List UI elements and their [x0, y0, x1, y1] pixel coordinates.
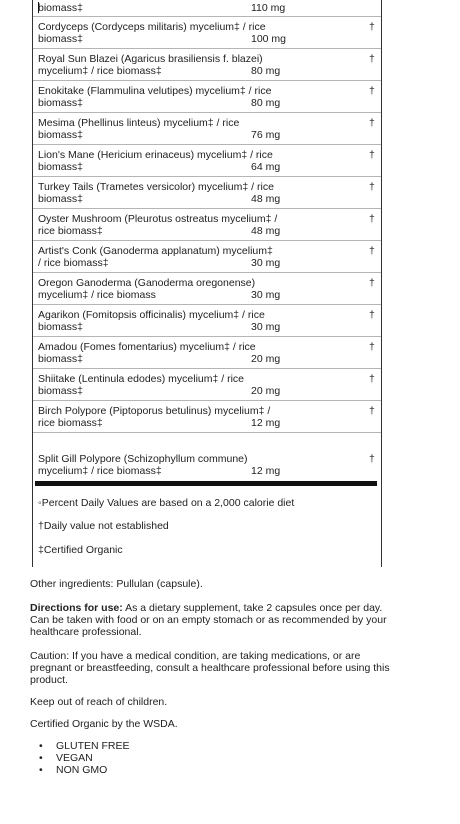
directions-for-use — [30, 602, 390, 638]
list-item: • GLUTEN FREE — [30, 740, 130, 752]
ingredient-amount: 30 mg — [251, 321, 281, 333]
ingredient-amount: 80 mg — [251, 65, 281, 77]
daily-value-mark: † — [369, 53, 375, 65]
footnote-daily-values: ◦Percent Daily Values are based on a 2,000 calorie diet — [38, 497, 295, 509]
table-row — [33, 241, 381, 273]
daily-value-mark: † — [369, 181, 375, 193]
table-row — [33, 49, 381, 81]
table-row — [33, 369, 381, 401]
table-row — [33, 273, 381, 305]
ingredient-name: Royal Sun Blazei (Agaricus brasiliensis f. blazei) mycelium‡ / rice biomass‡ — [38, 53, 263, 77]
daily-value-mark: † — [369, 117, 375, 129]
ingredient-name: Oyster Mushroom (Pleurotus ostreatus mycelium‡ / rice biomass‡ — [38, 213, 278, 237]
caution-text: Caution: If you have a medical condition, are taking medications, or are pregnant or breastfeeding, consult a healthcare professional before using this product. — [30, 650, 390, 686]
daily-value-mark: † — [369, 85, 375, 97]
daily-value-mark: † — [369, 373, 375, 385]
ingredient-amount: 20 mg — [251, 385, 281, 397]
daily-value-mark: † — [369, 453, 375, 465]
ingredient-name: Amadou (Fomes fomentarius) mycelium‡ / rice biomass‡ — [38, 341, 256, 365]
list-item: • VEGAN — [30, 752, 130, 764]
ingredient-name: Lion's Mane (Hericium erinaceus) mycelium‡ / rice biomass‡ — [38, 149, 273, 173]
ingredient-name: Oregon Ganoderma (Ganoderma oregonense) mycelium‡ / rice biomass — [38, 277, 256, 301]
daily-value-mark: † — [369, 213, 375, 225]
table-row — [33, 113, 381, 145]
certified-text: Certified Organic by the WSDA. — [30, 718, 178, 730]
table-row — [33, 305, 381, 337]
directions-label: Directions for use: — [30, 602, 123, 614]
daily-value-mark: † — [369, 245, 375, 257]
daily-value-mark: † — [369, 21, 375, 33]
supplement-facts-panel — [32, 0, 382, 567]
table-row — [33, 0, 381, 17]
table-row — [33, 209, 381, 241]
badge-list — [30, 740, 130, 776]
ingredient-amount: 48 mg — [251, 193, 281, 205]
ingredient-name: Enokitake (Flammulina velutipes) mycelium‡ / rice biomass‡ — [38, 85, 272, 109]
ingredient-amount: 30 mg — [251, 289, 281, 301]
table-row — [33, 433, 381, 479]
daily-value-mark: † — [369, 405, 375, 417]
footnote-dv-not-established: †Daily value not established — [38, 520, 169, 532]
keep-out-text: Keep out of reach of children. — [30, 696, 168, 708]
table-row — [33, 17, 381, 49]
ingredient-amount: 20 mg — [251, 353, 281, 365]
ingredient-amount: 64 mg — [251, 161, 281, 173]
table-row — [33, 177, 381, 209]
footnote-certified-organic: ‡Certified Organic — [38, 544, 123, 556]
ingredient-name: Birch Polypore (Piptoporus betulinus) mycelium‡ / rice biomass‡ — [38, 405, 271, 429]
ingredient-name: Agarikon (Fomitopsis officinalis) mycelium‡ / rice biomass‡ — [38, 309, 265, 333]
table-row — [33, 81, 381, 113]
ingredient-name: Mesima (Phellinus linteus) mycelium‡ / rice biomass‡ — [38, 117, 240, 141]
ingredient-name: Cordyceps (Cordyceps militaris) mycelium‡ / rice biomass‡ — [38, 21, 266, 45]
ingredient-name: Artist's Conk (Ganoderma applanatum) mycelium‡ / rice biomass‡ — [38, 245, 273, 269]
table-row — [33, 337, 381, 369]
ingredient-name: Split Gill Polypore (Schizophyllum commune) mycelium‡ / rice biomass‡ — [38, 453, 248, 477]
ingredient-amount: 12 mg — [251, 465, 281, 477]
daily-value-mark: † — [369, 309, 375, 321]
table-row — [33, 401, 381, 433]
daily-value-mark: † — [369, 277, 375, 289]
table-divider — [35, 481, 377, 486]
ingredient-amount: 110 mg — [251, 2, 286, 14]
ingredient-amount: 12 mg — [251, 417, 281, 429]
ingredient-name: Turkey Tails (Trametes versicolor) mycelium‡ / rice biomass‡ — [38, 181, 274, 205]
ingredient-name: biomass‡ — [38, 2, 83, 14]
ingredient-amount: 48 mg — [251, 225, 281, 237]
ingredient-amount: 100 mg — [251, 33, 287, 45]
ingredient-amount: 80 mg — [251, 97, 281, 109]
list-item: • NON GMO — [30, 764, 130, 776]
daily-value-mark: † — [369, 149, 375, 161]
ingredient-amount: 76 mg — [251, 129, 281, 141]
daily-value-mark: † — [369, 341, 375, 353]
table-row — [33, 145, 381, 177]
ingredient-name: Shiitake (Lentinula edodes) mycelium‡ / rice biomass‡ — [38, 373, 245, 397]
directions-text: As a dietary supplement, take 2 capsules once per day. Can be taken with food or on an empty stomach or as recommended by your healthcare professional. — [30, 602, 387, 638]
other-ingredients: Other ingredients: Pullulan (capsule). — [30, 578, 203, 590]
ingredient-amount: 30 mg — [251, 257, 281, 269]
